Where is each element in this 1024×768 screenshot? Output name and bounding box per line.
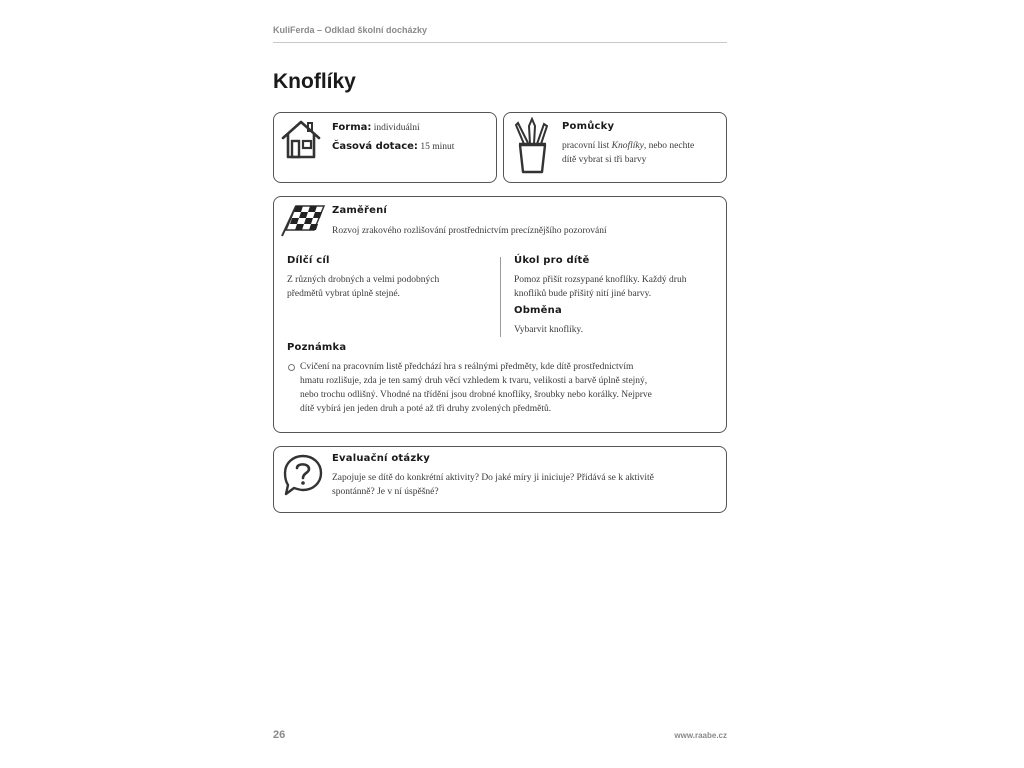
dilci-cil-line: Z různých drobných a velmi podobných (287, 275, 440, 285)
evaluation-text (332, 471, 717, 499)
checkered-flag-icon (280, 203, 326, 237)
pomucky-text-italic: Knoflíky (611, 141, 644, 151)
running-header: KuliFerda – Odklad školní docházky (273, 25, 428, 35)
forma-label: Forma: (332, 122, 372, 133)
evaluation-line: Zapojuje se dítě do konkrétní aktivity? Do jaké míry ji iniciuje? Přidává se k aktivitě (332, 473, 654, 483)
poznamka-line: nebo trochu odlišný. Vhodné na třídění jsou drobné knoflíky, šroubky nebo korálky. Nejprve (300, 390, 652, 400)
pomucky-text (562, 139, 722, 167)
column-divider (500, 257, 501, 337)
pomucky-text-part: pracovní list (562, 141, 612, 151)
evaluation-heading: Evaluační otázky (332, 453, 430, 464)
poznamka-line: dítě vybírá jen jeden druh a poté až tři druhy zvolených předmětů. (300, 404, 552, 414)
zamereni-heading: Zaměření (332, 205, 388, 216)
dilci-cil-text (287, 273, 492, 301)
poznamka-heading: Poznámka (287, 342, 347, 353)
page-title: Knoflíky (273, 70, 356, 93)
ukol-line: knoflíků bude přišitý nití jiné barvy. (514, 289, 652, 299)
obmena-text: Vybarvit knoflíky. (514, 325, 584, 335)
forma-value: individuální (373, 123, 420, 133)
obmena-heading: Obměna (514, 305, 562, 316)
poznamka-line: Cvičení na pracovním listě předchází hra s reálnými předměty, kde dítě prostřednictvím (300, 362, 634, 372)
ukol-heading: Úkol pro dítě (514, 255, 590, 266)
pomucky-text-part: , nebo nechte (643, 141, 695, 151)
casova-dotace-label: Časová dotace: (332, 141, 418, 152)
poznamka-line: hmatu rozlišuje, zda je ten samý druh věcí vzhledem k tvaru, velikosti a barvě úplně stejný, (300, 376, 648, 386)
house-icon (280, 117, 322, 161)
evaluation-line: spontánně? Je v ní úspěšné? (332, 487, 439, 497)
casova-dotace-row (332, 140, 454, 154)
pencil-cup-icon (511, 117, 553, 175)
poznamka-text (300, 360, 720, 416)
ukol-text (514, 273, 719, 301)
publisher-link[interactable]: www.raabe.cz (674, 731, 727, 740)
casova-dotace-value: 15 minut (420, 142, 455, 152)
question-bubble-icon (281, 452, 325, 498)
pomucky-text-line: dítě vybrat si tři barvy (562, 155, 647, 165)
dilci-cil-line: předmětů vybrat úplně stejné. (287, 289, 400, 299)
forma-row (332, 121, 420, 135)
header-rule (273, 42, 727, 43)
pomucky-heading: Pomůcky (562, 121, 615, 132)
ukol-line: Pomoz přišít rozsypané knoflíky. Každý druh (514, 275, 687, 285)
zamereni-text: Rozvoj zrakového rozlišování prostřednictvím precíznějšího pozorování (332, 226, 607, 236)
dilci-cil-heading: Dílčí cíl (287, 255, 330, 266)
page-number: 26 (273, 729, 286, 741)
bullet-icon (288, 364, 295, 371)
